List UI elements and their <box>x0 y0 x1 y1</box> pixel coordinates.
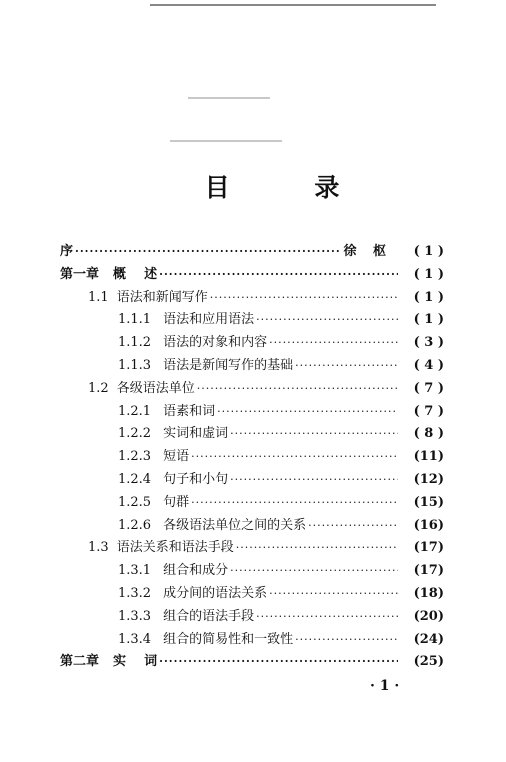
toc-entry-page: ( 7 ) <box>413 380 444 396</box>
toc-entry-number: 1.2.1 <box>118 403 152 419</box>
faint-mark <box>170 140 282 142</box>
toc-entry[interactable] <box>118 582 444 604</box>
page-number: · 1 · <box>370 678 400 694</box>
toc-entry[interactable] <box>118 559 444 581</box>
toc-entry[interactable] <box>118 445 444 467</box>
toc-entry-page: (24) <box>413 631 444 647</box>
toc-entry[interactable] <box>118 400 444 422</box>
toc-entry-page: (15) <box>413 494 444 510</box>
toc-entry[interactable] <box>88 377 444 399</box>
toc-entry[interactable] <box>118 628 444 650</box>
dot-leader <box>269 336 398 349</box>
dot-leader <box>256 610 398 623</box>
toc-entry-number: 1.2.2 <box>118 426 152 442</box>
dot-leader <box>75 245 341 258</box>
toc-entry-title: 各级语法单位 <box>116 380 195 396</box>
toc-entry[interactable] <box>118 468 444 490</box>
dot-leader <box>308 519 398 532</box>
dot-leader <box>295 359 398 372</box>
page-title: 目 录 <box>204 173 378 202</box>
toc-entry-page: ( 1 ) <box>413 312 444 328</box>
toc-entry-title: 语法关系和语法手段 <box>116 540 234 556</box>
toc-entry-title: 语法和应用语法 <box>163 312 255 328</box>
toc-entry[interactable] <box>118 422 444 444</box>
toc-entry[interactable] <box>60 263 444 285</box>
toc-entry-title: 成分间的语法关系 <box>163 586 268 601</box>
dot-leader <box>230 427 398 440</box>
toc-entry-number: 1.2 <box>88 380 109 396</box>
dot-leader <box>210 291 398 304</box>
toc-entry-title: 语法的对象和内容 <box>163 335 268 351</box>
toc-entry-page: (25) <box>413 654 444 670</box>
toc-entry-number: 1.2.6 <box>118 517 152 533</box>
toc-entry[interactable] <box>60 240 444 262</box>
toc-entry-number: 1.2.3 <box>118 449 152 465</box>
toc-entry-number: 1.1.3 <box>118 358 152 373</box>
toc-entry-page: ( 1 ) <box>413 289 444 305</box>
toc-entry[interactable] <box>118 514 444 536</box>
dot-leader <box>256 313 398 326</box>
toc-entry-number: 1.1 <box>88 289 109 305</box>
toc-entry[interactable] <box>88 286 444 308</box>
toc-entry[interactable] <box>118 354 444 376</box>
dot-leader <box>197 382 398 395</box>
toc-entry-title: 实词和虚词 <box>163 426 229 442</box>
toc-entry-title: 句子和小句 <box>163 472 229 487</box>
toc-entry-title: 各级语法单位之间的关系 <box>163 517 307 533</box>
toc-entry-title: 概 述 <box>113 266 158 282</box>
toc-entry-title: 组合的简易性和一致性 <box>163 631 294 647</box>
dot-leader <box>191 496 398 509</box>
dot-leader <box>230 473 398 486</box>
toc-entry-page: ( 8 ) <box>413 426 444 442</box>
toc-entry-number: 第一章 <box>60 266 100 282</box>
toc-entry-title: 实 词 <box>113 654 158 670</box>
toc-entry-number: 1.3.1 <box>118 563 152 579</box>
toc-entry-title: 句群 <box>163 494 190 510</box>
toc-entry[interactable] <box>118 308 444 330</box>
toc-entry-page: (16) <box>413 517 444 533</box>
toc-entry-title: 语法和新闻写作 <box>116 289 208 305</box>
toc-entry-number: 1.3.2 <box>118 586 152 601</box>
toc-entry[interactable] <box>60 650 444 672</box>
toc-entry-page: ( 3 ) <box>413 335 444 351</box>
toc-entry-title: 语素和词 <box>163 403 216 419</box>
toc-entry-page: (18) <box>413 586 444 601</box>
toc-entry-number: 1.3.4 <box>118 631 152 647</box>
toc-entry-title: 序 <box>60 244 74 259</box>
toc-entry-page: ( 1 ) <box>413 244 444 259</box>
toc-entry-title: 语法是新闻写作的基础 <box>163 358 294 373</box>
dot-leader <box>159 268 398 281</box>
toc-entry[interactable] <box>88 536 444 558</box>
dot-leader <box>159 655 398 668</box>
dot-leader <box>236 541 398 554</box>
faint-mark <box>188 97 270 99</box>
toc-entry-page: (20) <box>413 608 444 624</box>
dot-leader <box>217 405 398 418</box>
toc-entry[interactable] <box>118 331 444 353</box>
toc-entry[interactable] <box>118 491 444 513</box>
toc-entry-title: 短语 <box>163 449 190 465</box>
toc-entry-page: (17) <box>413 563 444 579</box>
toc-entry-number: 1.3 <box>88 540 109 556</box>
toc-entry-page: (17) <box>413 540 444 556</box>
toc-entry-title: 组合的语法手段 <box>163 608 255 624</box>
top-edge-rule <box>150 4 436 6</box>
toc-entry-page: (12) <box>413 472 444 487</box>
toc-entry-number: 1.3.3 <box>118 608 152 624</box>
toc-entry-page: ( 4 ) <box>413 358 444 373</box>
toc-entry-title: 组合和成分 <box>163 563 229 579</box>
toc-entry[interactable] <box>118 605 444 627</box>
toc-entry-number: 1.2.4 <box>118 472 152 487</box>
toc-entry-number: 第二章 <box>60 654 100 670</box>
toc-entry-author: 徐 枢 <box>343 244 392 259</box>
dot-leader <box>269 587 398 600</box>
toc-entry-page: ( 1 ) <box>413 266 444 282</box>
dot-leader <box>230 564 398 577</box>
dot-leader <box>295 633 398 646</box>
toc-entry-number: 1.2.5 <box>118 494 152 510</box>
toc-entry-number: 1.1.1 <box>118 312 152 328</box>
toc-entry-page: (11) <box>413 449 444 465</box>
toc-entry-number: 1.1.2 <box>118 335 152 351</box>
dot-leader <box>191 450 398 463</box>
toc-entry-page: ( 7 ) <box>413 403 444 419</box>
